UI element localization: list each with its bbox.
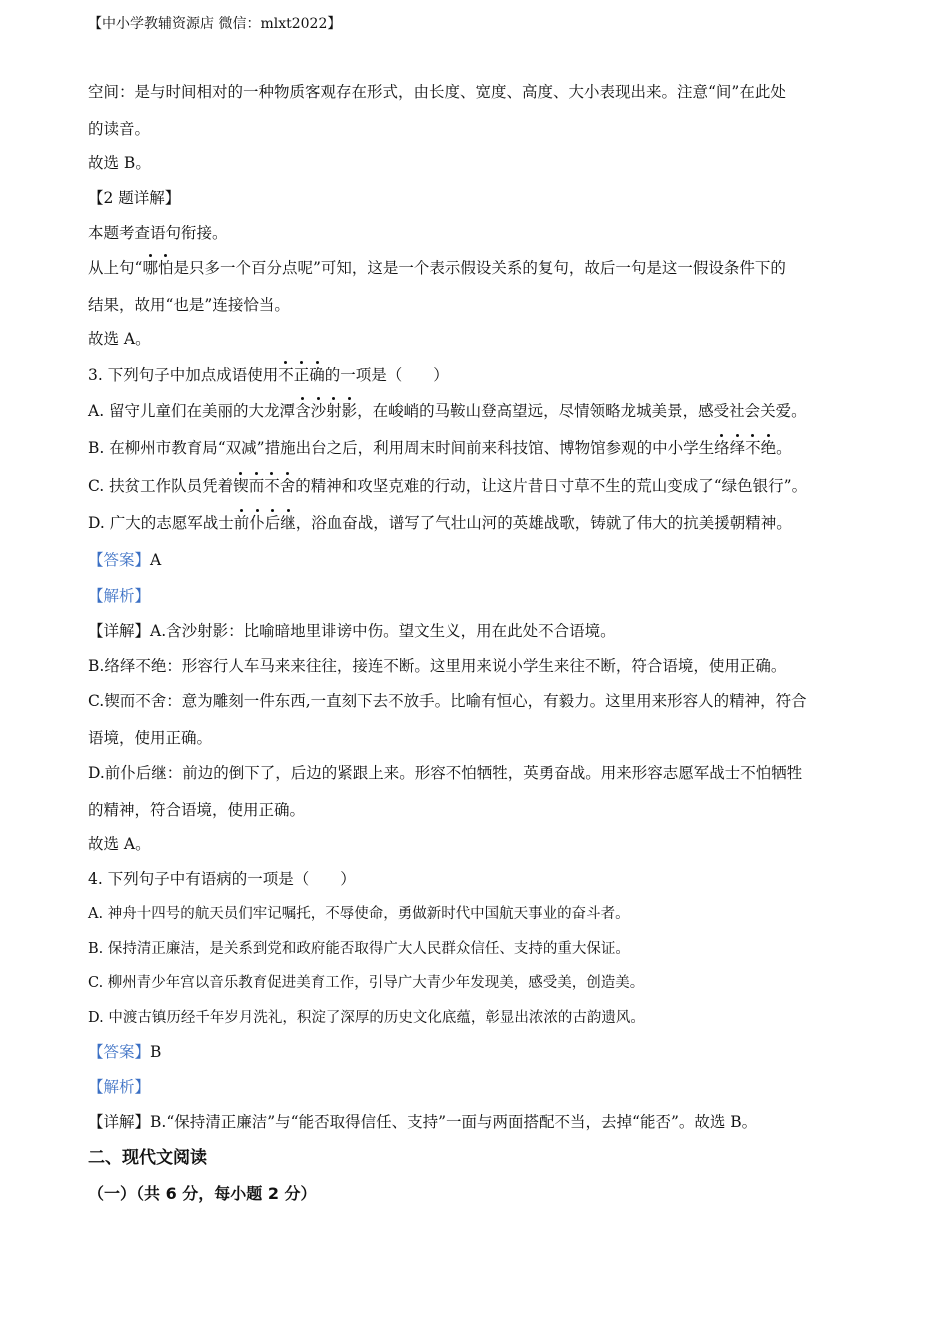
text-line: 空间：是与时间相对的一种物质客观存在形式，由长度、宽度、高度、大小表现出来。注意“间”在此处 [88,83,786,101]
emphasized-char: 不 [264,477,280,495]
answer-value: B [150,1043,162,1061]
subsection-heading: （一）（共 6 分，每小题 2 分） [88,1184,317,1203]
emphasized-char: 正 [293,366,310,384]
text-line: 本题考查语句衔接。 [88,224,228,242]
text-segment: 从上句“ [88,259,143,277]
option-c: C. 柳州青少年宫以音乐教育促进美育工作，引导广大青少年发现美，感受美，创造美。 [88,975,645,991]
question-4: 4. 下列句子中有语病的一项是（ ） [88,870,356,888]
page-header: 【中小学教辅资源店 微信：mlxt2022】 [88,16,342,32]
option-d [88,513,890,533]
answer-tag: 【答案】 [88,1043,151,1061]
emphasized-char: 含 [295,402,311,420]
text-segment: 的一项是（ ） [324,366,449,384]
emphasized-char: 绝 [760,439,777,457]
analysis-tag: 【解析】 [88,1078,151,1096]
text-line: B.络绎不绝：形容行人车马来来往往，接连不断。这里用来说小学生来往不断，符合语境，使用正确。 [88,657,787,675]
emphasized-char: 锲 [233,477,249,495]
emphasized-char: 前 [233,514,250,532]
text-line: 故选 B。 [88,154,151,172]
option-a: A. 神舟十四号的航天员们牢记嘱托，不辱使命，勇做新时代中国航天事业的奋斗者。 [88,906,630,922]
text-line: 【详解】A.含沙射影：比喻暗地里诽谤中伤。望文生义，用在此处不合语境。 [88,622,616,640]
text-segment: C. 扶贫工作队员凭着 [88,477,234,495]
answer-3 [88,550,890,570]
analysis-tag: 【解析】 [88,587,151,605]
text-segment: 。 [776,439,792,457]
emphasized-char: 后 [264,514,281,532]
text-segment: ，在峻峭的马鞍山登高望远，尽情领略龙城美景，感受社会关爱。 [357,402,807,420]
text-line: 的读音。 [88,120,151,138]
answer-tag: 【答案】 [88,551,151,569]
emphasized-char: 哪 [142,259,158,277]
text-segment: 3. 下列句子中加点成语使用 [88,366,279,384]
emphasized-char: 影 [341,402,358,420]
text-line [88,258,890,278]
option-d: D. 中渡古镇历经千年岁月洗礼，积淀了深厚的历史文化底蕴，彰显出浓浓的古韵遗风。 [88,1010,645,1026]
answer-value: A [150,551,162,569]
emphasized-char: 舍 [279,477,296,495]
text-segment: 的精神和攻坚克难的行动，让这片昔日寸草不生的荒山变成了“绿色银行”。 [295,477,808,495]
text-line: 故选 A。 [88,835,151,853]
option-b [88,438,890,458]
text-line: 语境，使用正确。 [88,729,213,747]
text-segment: 是只多一个百分点呢”可知，这是一个表示假设关系的复句，故后一句是这一假设条件下的 [173,259,786,277]
text-line: D.前仆后继：前边的倒下了，后边的紧跟上来。形容不怕牺牲，英勇奋战。用来形容志愿军战士不怕牺牲 [88,764,803,782]
text-segment: A. 留守儿童们在美丽的大龙潭 [88,402,296,420]
option-a [88,401,890,421]
emphasized-char: 确 [309,366,325,384]
answer-4 [88,1042,890,1062]
section-heading: 二、现代文阅读 [88,1148,207,1168]
emphasized-char: 不 [745,439,761,457]
text-line: 结果，故用“也是”连接恰当。 [88,296,290,314]
section-label: 【2 题详解】 [88,189,181,207]
question-3 [88,365,890,385]
emphasized-char: 沙 [310,402,327,420]
text-segment: B. 在柳州市教育局“双减”措施出台之后，利用周末时间前来科技馆、博物馆参观的中小学生 [88,439,715,457]
emphasized-char: 不 [278,366,294,384]
emphasized-char: 射 [326,402,342,420]
emphasized-char: 而 [248,477,265,495]
emphasized-char: 继 [280,514,296,532]
emphasized-char: 仆 [249,514,265,532]
text-line: 故选 A。 [88,330,151,348]
text-line: 的精神，符合语境，使用正确。 [88,801,306,819]
emphasized-char: 怕 [157,259,174,277]
text-segment: D. 广大的志愿军战士 [88,514,234,532]
text-line: 【详解】B.“保持清正廉洁”与“能否取得信任、支持”一面与两面搭配不当，去掉“能否”。故选 B。 [88,1113,758,1131]
option-c [88,476,890,496]
emphasized-char: 绎 [729,439,746,457]
option-b: B. 保持清正廉洁，是关系到党和政府能否取得广大人民群众信任、支持的重大保证。 [88,941,630,957]
text-segment: ，浴血奋战，谱写了气壮山河的英雄战歌，铸就了伟大的抗美援朝精神。 [295,514,792,532]
text-line: C.锲而不舍：意为雕刻一件东西,一直刻下去不放手。比喻有恒心，有毅力。这里用来形容人的精神，符合 [88,692,807,710]
emphasized-char: 络 [714,439,730,457]
